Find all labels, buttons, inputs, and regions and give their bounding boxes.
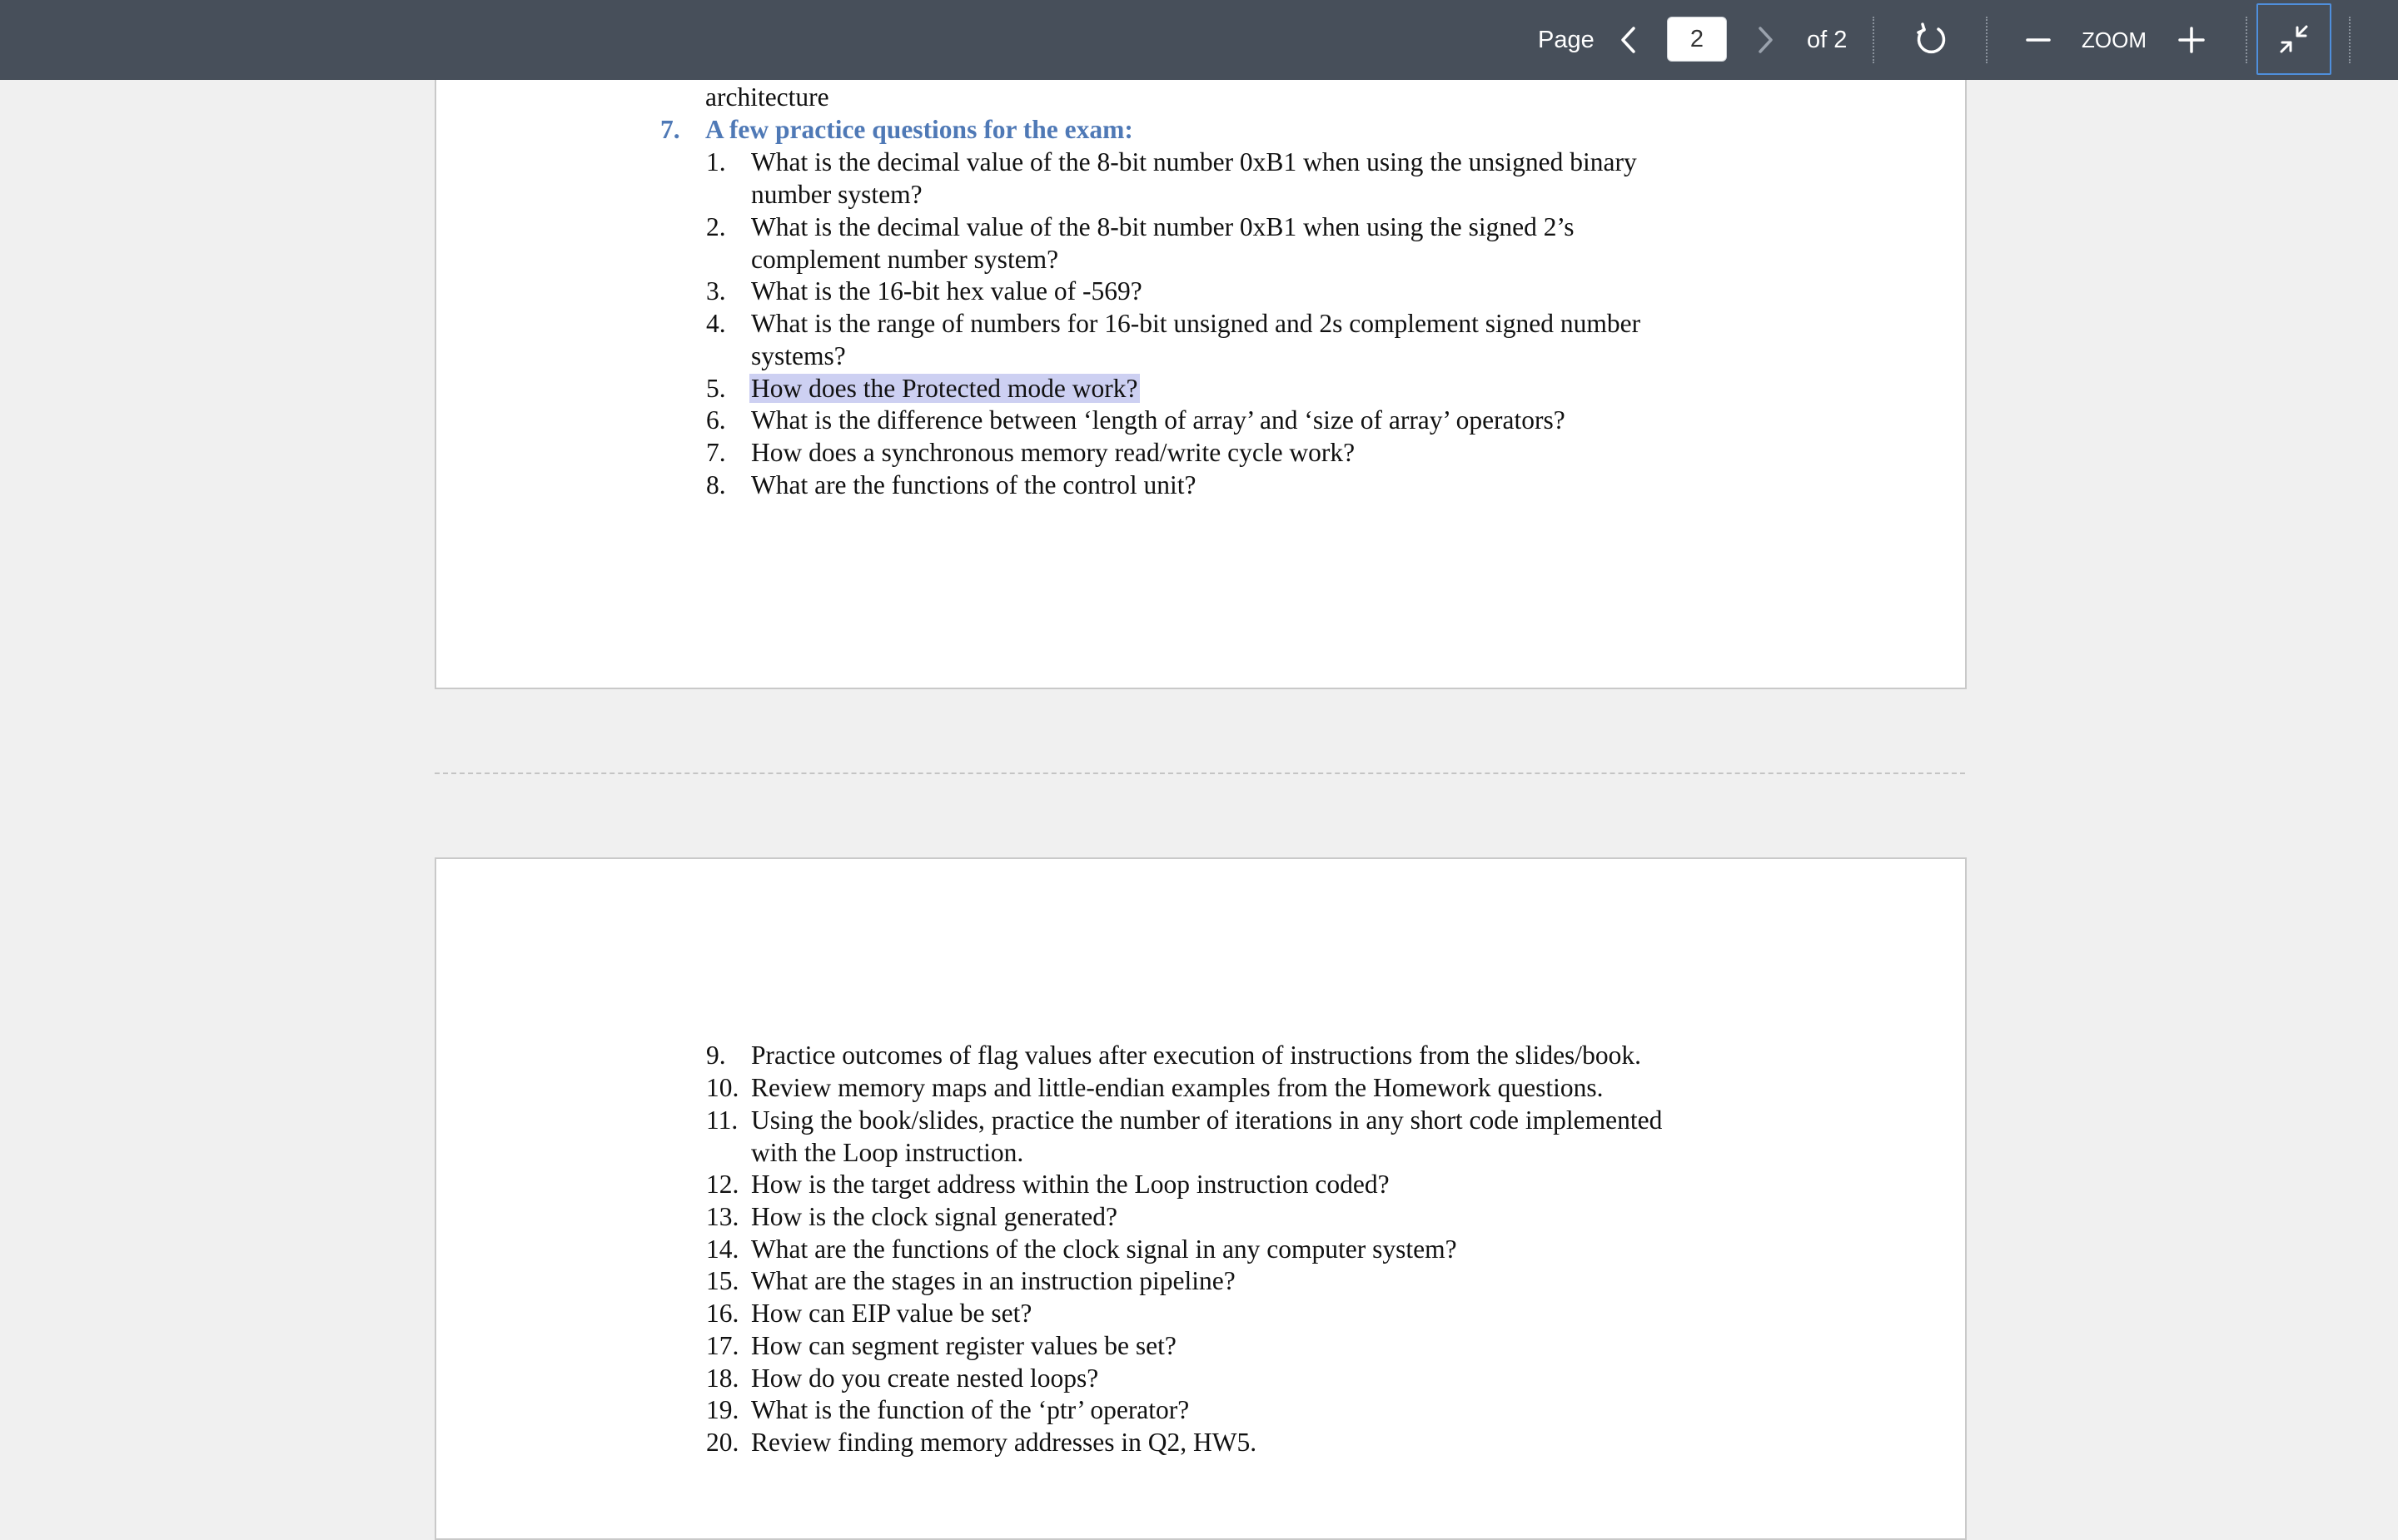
question-number: 19. — [706, 1395, 739, 1424]
section-number: 7. — [660, 115, 680, 144]
question-number: 18. — [706, 1364, 739, 1393]
question-text: Using the book/slides, practice the number of iterations in any short code implemented — [751, 1105, 1663, 1135]
question-text: What is the function of the ‘ptr’ operator? — [751, 1395, 1190, 1424]
question-text: Practice outcomes of flag values after execution of instructions from the slides/book. — [751, 1041, 1641, 1070]
zoom-in-button[interactable] — [2175, 0, 2208, 80]
question-text: How do you create nested loops? — [751, 1364, 1099, 1393]
question-number: 6. — [706, 405, 726, 435]
viewer-toolbar — [0, 0, 2398, 80]
next-page-button[interactable] — [1750, 0, 1780, 80]
question-text: What is the decimal value of the 8-bit number 0xB1 when using the signed 2’s — [751, 212, 1575, 241]
rotate-button[interactable] — [1912, 0, 1952, 80]
question-text: Review memory maps and little-endian examples from the Homework questions. — [751, 1073, 1604, 1102]
question-text: What is the decimal value of the 8-bit number 0xB1 when using the unsigned binary — [751, 147, 1637, 176]
question-number: 10. — [706, 1073, 739, 1102]
question-text: What are the functions of the clock signal in any computer system? — [751, 1234, 1457, 1264]
question-text: systems? — [751, 341, 846, 370]
question-number: 12. — [706, 1170, 739, 1199]
previous-page-button[interactable] — [1614, 0, 1644, 80]
question-text: How can segment register values be set? — [751, 1331, 1177, 1360]
question-number: 14. — [706, 1234, 739, 1264]
question-number: 5. — [706, 374, 726, 403]
page-break-divider — [435, 772, 1965, 774]
chevron-left-icon — [1619, 26, 1638, 54]
question-text: What is the range of numbers for 16-bit unsigned and 2s complement signed number — [751, 309, 1641, 338]
question-number: 7. — [706, 438, 726, 467]
zoom-label: ZOOM — [2082, 27, 2147, 52]
question-text: What are the stages in an instruction pipeline? — [751, 1266, 1236, 1295]
question-number: 1. — [706, 147, 726, 176]
question-text: complement number system? — [751, 245, 1059, 274]
zoom-in-icon — [2178, 27, 2205, 53]
chevron-right-icon — [1756, 26, 1774, 54]
exit-fullscreen-button[interactable] — [2256, 3, 2331, 75]
page-number-input[interactable]: 2 — [1667, 17, 1727, 62]
toolbar-separator — [1986, 17, 1988, 63]
zoom-out-button[interactable] — [2022, 0, 2055, 80]
question-number: 16. — [706, 1299, 739, 1328]
question-number: 15. — [706, 1266, 739, 1295]
rotate-icon — [1914, 22, 1949, 57]
question-text: with the Loop instruction. — [751, 1138, 1024, 1167]
question-number: 4. — [706, 309, 726, 338]
zoom-out-icon — [2026, 27, 2051, 52]
question-number: 17. — [706, 1331, 739, 1360]
toolbar-separator — [1873, 17, 1874, 63]
question-text: How is the target address within the Loop instruction coded? — [751, 1170, 1390, 1199]
question-text: What is the difference between ‘length of array’ and ‘size of array’ operators? — [751, 405, 1565, 435]
section-heading: A few practice questions for the exam: — [705, 115, 1133, 144]
question-number: 9. — [706, 1041, 726, 1070]
toolbar-separator — [2349, 17, 2351, 63]
toolbar-separator — [2246, 17, 2247, 63]
question-text: How is the clock signal generated? — [751, 1202, 1117, 1231]
highlight-wrapper — [751, 373, 1140, 405]
question-number: 2. — [706, 212, 726, 241]
document-page-1 — [435, 0, 1967, 689]
question-number: 3. — [706, 276, 726, 306]
question-text: How does a synchronous memory read/write cycle work? — [751, 438, 1356, 467]
question-text: What is the 16-bit hex value of -569? — [751, 276, 1142, 306]
highlighted-question-text[interactable]: How does the Protected mode work? — [751, 374, 1138, 403]
question-text: How can EIP value be set? — [751, 1299, 1032, 1328]
question-number: 13. — [706, 1202, 739, 1231]
question-number: 20. — [706, 1428, 739, 1457]
question-text: What are the functions of the control unit? — [751, 470, 1197, 499]
continuation-text: architecture — [705, 82, 829, 112]
question-number: 11. — [706, 1105, 739, 1135]
exit-fullscreen-icon — [2277, 22, 2311, 56]
page-label: Page — [1538, 27, 1595, 53]
question-number: 8. — [706, 470, 726, 499]
question-text: Review finding memory addresses in Q2, HW5. — [751, 1428, 1257, 1457]
page-total: of 2 — [1807, 27, 1848, 53]
question-text: number system? — [751, 180, 923, 209]
